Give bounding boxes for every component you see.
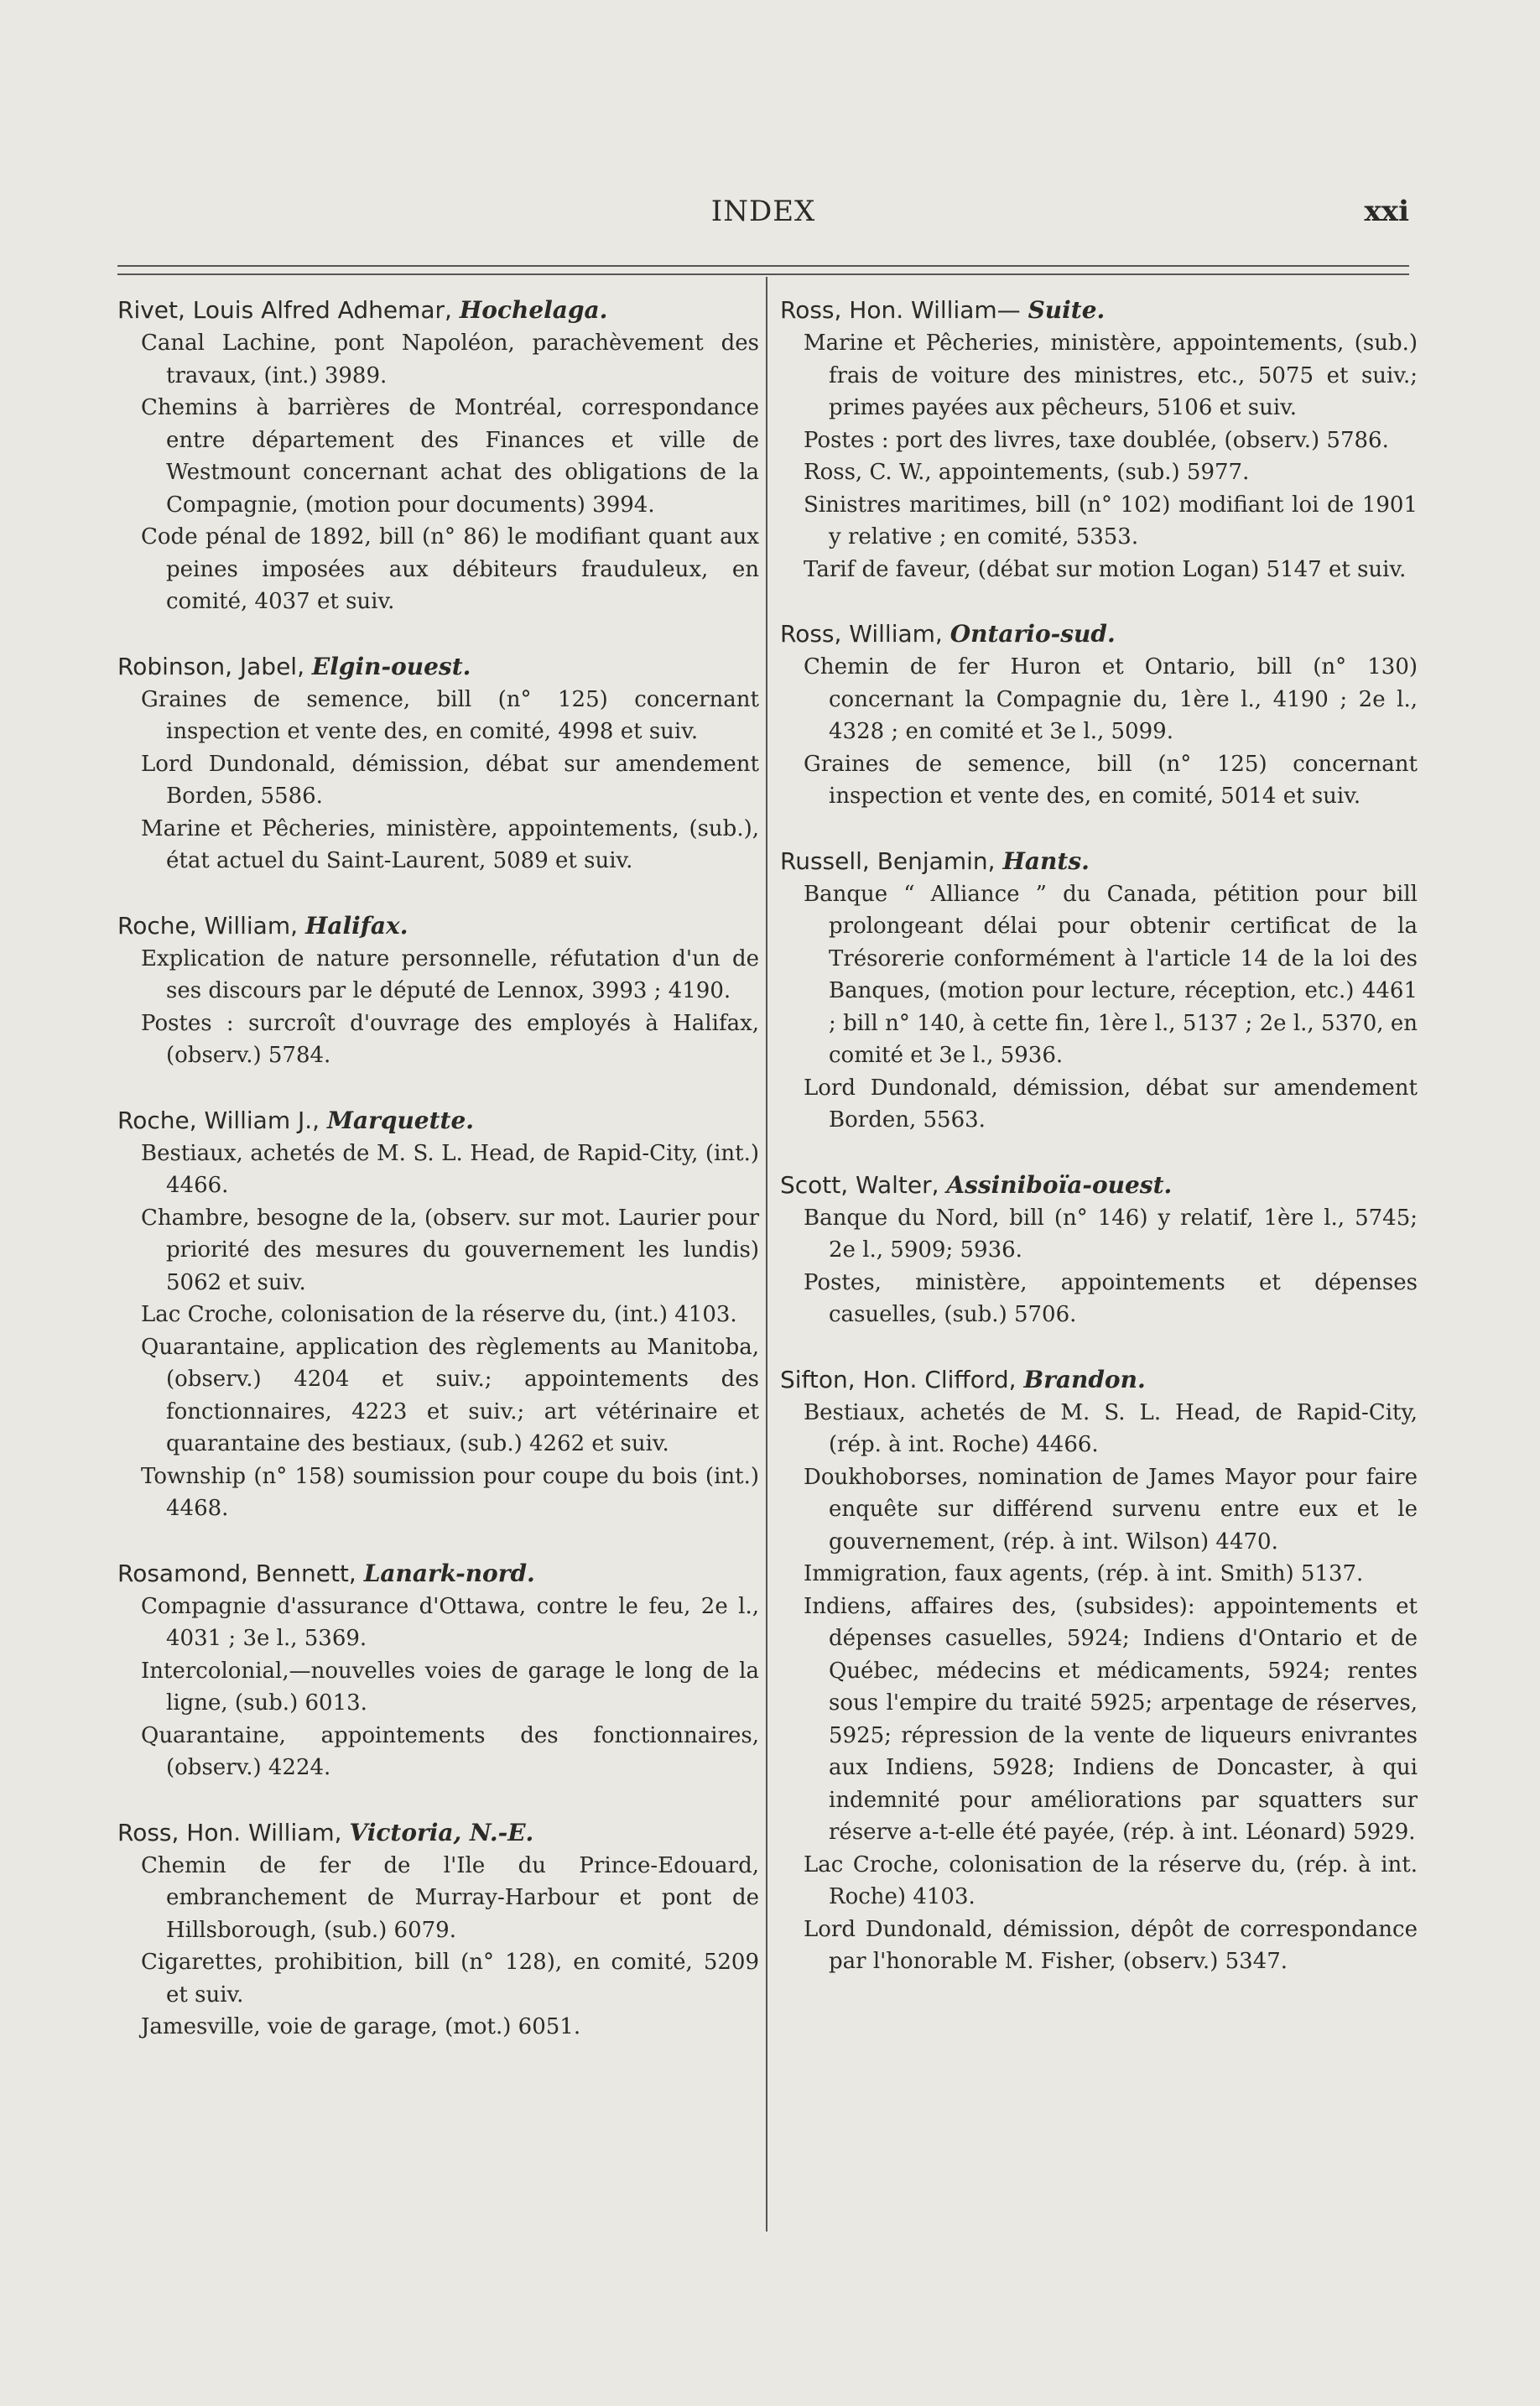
header-rule-top [117,265,1409,267]
riding-name: Hochelaga. [459,296,608,324]
right-column [780,294,1418,2010]
member-name: Rivet, Louis Alfred Adhemar, [117,296,452,324]
entry-item: Lord Dundonald, démission, dépôt de correspondance par l'honorable M. Fisher, (observ.) 5347. [804,1916,1418,1974]
entry-heading [780,1169,1418,1202]
member-name: Ross, William, [780,620,943,648]
index-entry [117,909,759,1072]
index-entry [117,1816,759,2044]
entry-item: Township (n° 158) soumission pour coupe du bois (int.) 4468. [141,1463,759,1521]
riding-name: Halifax. [304,911,408,940]
entry-item: Chemin de fer de l'Ile du Prince-Edouard, embranchement de Murray-Harbour et pont de Hillsborough, (sub.) 6079. [141,1852,759,1943]
entry-item: Chemin de fer Huron et Ontario, bill (n° 130) concernant la Compagnie du, 1ère l., 4190 ; 2e l., 4328 ; en comité et 3e l., 5099. [804,654,1418,744]
index-entry [117,650,759,878]
riding-name: Marquette. [326,1106,475,1134]
member-name: Russell, Benjamin, [780,846,996,875]
header-rule-bottom [117,273,1409,275]
left-column [117,294,759,2075]
entry-heading [117,650,759,684]
entry-heading [117,294,759,327]
entry-item: Graines de semence, bill (n° 125) concernant inspection et vente des, en comité, 5014 et suiv. [804,751,1418,809]
riding-name: Ontario-sud. [949,620,1116,648]
member-name: Robinson, Jabel, [117,652,304,680]
index-entry [117,1557,759,1784]
entry-item: Postes, ministère, appointements et dépenses casuelles, (sub.) 5706. [804,1269,1418,1327]
riding-name: Victoria, N.-E. [349,1818,534,1846]
entry-item: Explication de nature personnelle, réfutation d'un de ses discours par le député de Lennox, 3993 ; 4190. [141,945,759,1003]
entry-item: Immigration, faux agents, (rép. à int. Smith) 5137. [804,1561,1364,1586]
riding-name: Lanark-nord. [363,1559,535,1587]
entry-item: Code pénal de 1892, bill (n° 86) le modifiant quant aux peines imposées aux débiteurs frauduleux, en comité, 4037 et suiv. [141,524,759,614]
entry-heading [780,1363,1418,1397]
riding-name: Suite. [1028,296,1106,324]
member-name: Scott, Walter, [780,1170,939,1199]
entry-heading [780,845,1418,878]
entry-item: Chemins à barrières de Montréal, correspondance entre département des Finances et ville de Westmount concernant achat des obligations de la Compagnie, (motion pour documents) 3994. [141,395,759,518]
member-name: Sifton, Hon. Clifford, [780,1365,1017,1393]
member-name: Ross, Hon. William, [117,1818,342,1846]
entry-item: Tarif de faveur, (débat sur motion Logan) 5147 et suiv. [804,556,1407,582]
riding-name: Assiniboïa-ouest. [946,1170,1173,1199]
riding-name: Brandon. [1023,1365,1146,1393]
entry-item: Postes : surcroît d'ouvrage des employés à Halifax, (observ.) 5784. [141,1010,759,1068]
entry-item: Postes : port des livres, taxe doublée, (observ.) 5786. [804,427,1389,453]
entry-item: Lac Croche, colonisation de la réserve du, (rép. à int. Roche) 4103. [804,1851,1418,1909]
index-entry [780,845,1418,1137]
index-entry [780,1169,1418,1331]
entry-item: Marine et Pêcheries, ministère, appointements, (sub.), état actuel du Saint-Laurent, 5089 et suiv. [141,815,759,873]
entry-heading [117,1816,759,1850]
riding-name: Hants. [1002,846,1090,875]
entry-heading [780,294,1418,327]
entry-heading [117,1104,759,1138]
index-entry [117,1104,759,1525]
page-title: INDEX [710,195,816,228]
entry-item: Bestiaux, achetés de M. S. L. Head, de Rapid-City, (rép. à int. Roche) 4466. [804,1399,1418,1457]
entry-item: Jamesville, voie de garage, (mot.) 6051. [141,2014,581,2039]
entry-item: Ross, C. W., appointements, (sub.) 5977. [804,460,1250,485]
entry-item: Banque “ Alliance ” du Canada, pétition pour bill prolongeant délai pour obtenir certificat de la Trésorerie conformément à l'article 14 de la loi des Banques, (motion pour lecture, réception, etc.) 4461 ; bill n° 140, à cette fin, 1ère l., 5137 ; 2e l., 5370, en comité et 3e l., 5936. [804,881,1418,1068]
member-name: Roche, William, [117,911,299,940]
entry-item: Canal Lachine, pont Napoléon, parachèvement des travaux, (int.) 3989. [141,331,759,388]
member-name: Ross, Hon. William— [780,296,1021,324]
index-entry [780,1363,1418,1978]
entry-item: Doukhoborses, nomination de James Mayor pour faire enquête sur différend survenu entre eux et le gouvernement, (rép. à int. Wilson) 4470. [804,1464,1418,1555]
column-divider [766,277,767,2232]
entry-item: Cigarettes, prohibition, bill (n° 128), en comité, 5209 et suiv. [141,1950,759,2008]
entry-item: Lord Dundonald, démission, débat sur amendement Borden, 5563. [804,1075,1418,1133]
entry-heading [117,1557,759,1591]
entry-item: Marine et Pêcheries, ministère, appointements, (sub.) frais de voiture des ministres, etc., 5075 et suiv.; primes payées aux pêcheurs, 5106 et suiv. [804,331,1418,420]
page-number: xxi [1364,195,1409,228]
entry-item: Sinistres maritimes, bill (n° 102) modifiant loi de 1901 y relative ; en comité, 5353. [804,492,1418,549]
entry-item: Compagnie d'assurance d'Ottawa, contre le feu, 2e l., 4031 ; 3e l., 5369. [141,1593,759,1651]
member-name: Roche, William J., [117,1106,320,1134]
page-header [117,195,1409,237]
riding-name: Elgin-ouest. [311,652,471,680]
entry-item: Lac Croche, colonisation de la réserve du, (int.) 4103. [141,1302,737,1327]
index-entry [780,617,1418,813]
entry-item: Quarantaine, appointements des fonctionnaires, (observ.) 4224. [141,1722,759,1780]
entry-item: Bestiaux, achetés de M. S. L. Head, de Rapid-City, (int.) 4466. [141,1140,759,1198]
member-name: Rosamond, Bennett, [117,1559,356,1587]
entry-item: Intercolonial,—nouvelles voies de garage le long de la ligne, (sub.) 6013. [141,1658,759,1716]
entry-item: Banque du Nord, bill (n° 146) y relatif, 1ère l., 5745; 2e l., 5909; 5936. [804,1205,1418,1263]
index-entry [780,294,1418,586]
entry-heading [117,909,759,943]
index-entry [117,294,759,618]
entry-item: Indiens, affaires des, (subsides): appointements et dépenses casuelles, 5924; Indiens d'Ontario et de Québec, médecins et médicaments, 5924; rentes sous l'empire du traité 5925; arpentage de réserves, 5925; répression de la vente de liqueurs enivrantes aux Indiens, 5928; Indiens de Doncaster, à qui indemnité pour améliorations par squatters sur réserve a-t-elle été payée, (rép. à int. Léonard) 5929. [804,1593,1418,1845]
entry-item: Graines de semence, bill (n° 125) concernant inspection et vente des, en comité, 4998 et suiv. [141,686,759,744]
entry-heading [780,617,1418,651]
entry-item: Quarantaine, application des règlements au Manitoba, (observ.) 4204 et suiv.; appointements des fonctionnaires, 4223 et suiv.; art vétérinaire et quarantaine des bestiaux, (sub.) 4262 et suiv. [141,1334,759,1456]
entry-item: Chambre, besogne de la, (observ. sur mot. Laurier pour priorité des mesures du gouvernement les lundis) 5062 et suiv. [141,1205,759,1295]
entry-item: Lord Dundonald, démission, débat sur amendement Borden, 5586. [141,751,759,809]
